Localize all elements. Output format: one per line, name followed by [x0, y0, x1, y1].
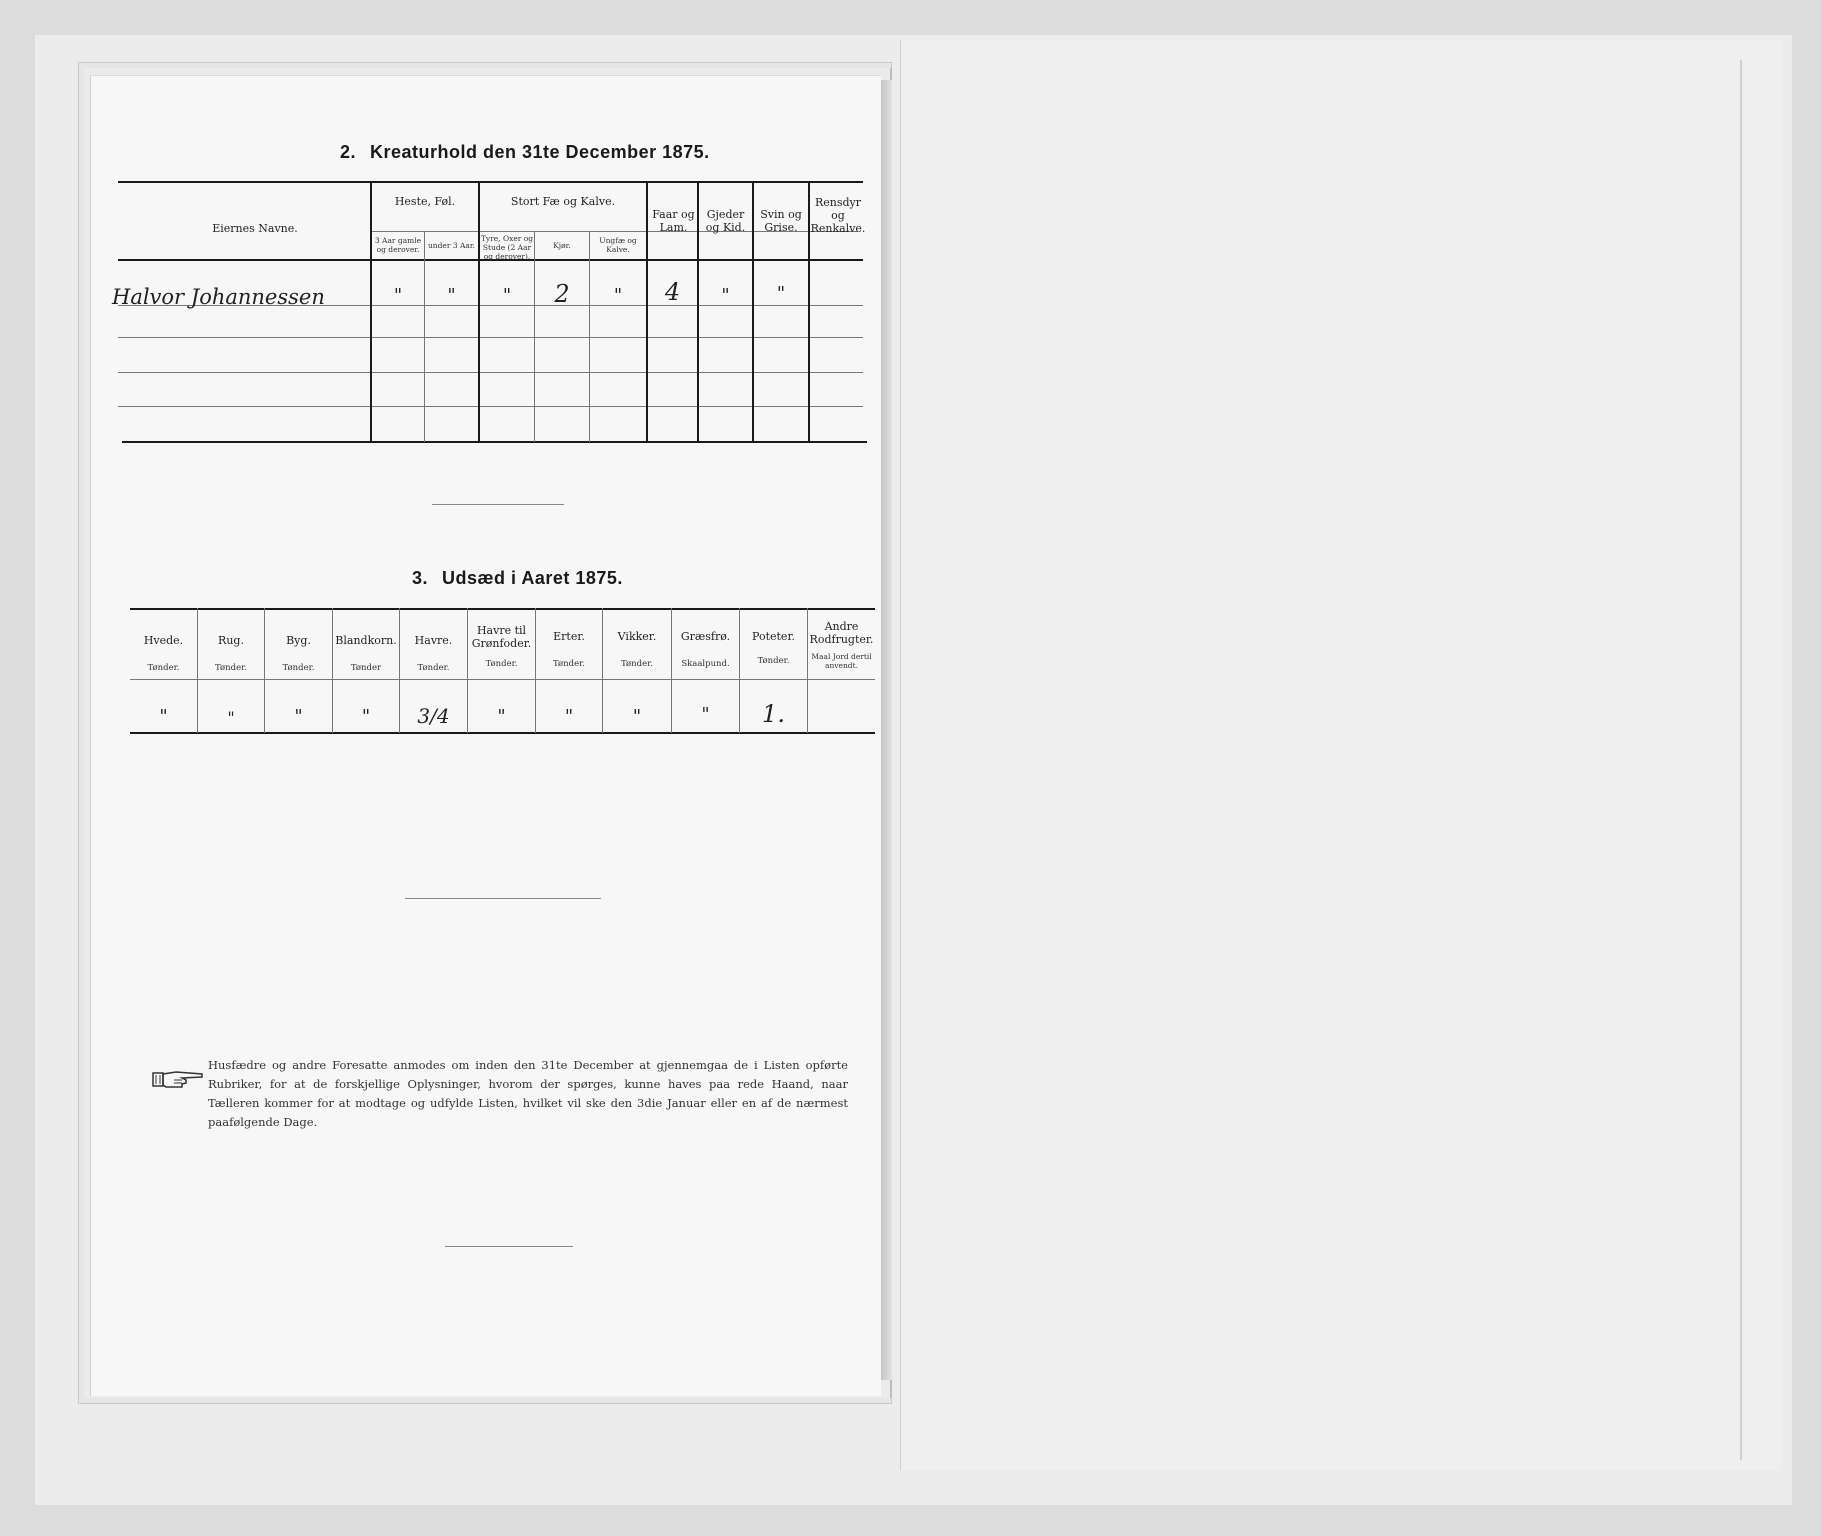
section3-title-text: Udsæd i Aaret 1875. — [442, 568, 623, 588]
section2-title-text: Kreaturhold den 31te December 1875. — [370, 142, 710, 162]
s3-value-hvede: " — [159, 706, 168, 727]
facing-blank-page — [900, 40, 1781, 1470]
s2-header-cattle-cows: Kjør. — [553, 241, 571, 250]
footnote-text: Husfædre og andre Foresatte anmodes om inden den 31te December at gjennemgaa de i Listen opførte Rubriker, for at de forskjellige Oplysninger, hvorom der spørges, kunne haves paa rede Haand, naar Tælleren kommer for at modtage og udfylde Listen, hvilket vil ske den 3die Januar eller en af de nærmest paafølgende Dage. — [208, 1058, 848, 1129]
section3-number: 3. — [412, 568, 429, 588]
s2-header-owner: Eiernes Navne. — [212, 222, 298, 235]
s3-header-havre-gronfoder: Havre til Grønfoder. — [471, 624, 532, 650]
s2-col-divider-3 — [478, 181, 480, 442]
s3-value-byg: " — [294, 706, 303, 727]
s3-header-poteter: Poteter. — [752, 630, 795, 643]
s3-value-rug: " — [227, 708, 235, 727]
s3-unit-vikker: Tønder. — [621, 659, 653, 669]
s3-unit-havre-gronfoder: Tønder. — [485, 659, 518, 669]
facing-page-edge — [1740, 60, 1742, 1460]
section-divider-3 — [445, 1246, 573, 1247]
s2-col-divider-1 — [370, 181, 372, 442]
s3-header-andre-rodfrugter: Andre Rodfrugter. — [809, 620, 874, 646]
s3-bottom-rule — [130, 732, 875, 734]
s2-header-horses-young: under 3 Aar. — [427, 241, 476, 250]
s2-col-divider-4 — [534, 231, 535, 442]
s2-owner-name: Halvor Johannessen — [112, 285, 325, 309]
s3-unit-havre: Tønder. — [417, 663, 450, 673]
s2-col-divider-5 — [589, 231, 590, 442]
s3-header-graesfro: Græsfrø. — [680, 630, 731, 643]
s3-header-blandkorn: Blandkorn. — [335, 634, 397, 647]
s2-value-cattle-bulls: " — [502, 285, 512, 306]
s3-unit-maal-jord: Maal Jord dertil anvendt. — [811, 652, 872, 670]
s3-value-graesfro: " — [701, 704, 710, 725]
s3-unit-graesfro: Skaalpund. — [681, 659, 730, 669]
s3-unit-poteter: Tønder. — [757, 656, 790, 666]
s3-value-erter: " — [564, 706, 574, 727]
section-divider-1 — [432, 504, 564, 505]
s3-value-vikker: " — [632, 706, 642, 727]
s2-header-horses: Heste, Føl. — [394, 195, 456, 208]
s3-header-hvede: Hvede. — [143, 634, 184, 647]
s3-unit-blandkorn: Tønder — [350, 663, 382, 673]
s2-value-horses-young: " — [447, 285, 456, 306]
s3-unit-byg: Tønder. — [282, 663, 315, 673]
s3-value-havre-gronfoder: " — [497, 706, 506, 727]
s3-header-rug: Rug. — [218, 634, 244, 647]
s3-header-bottom-rule — [130, 679, 875, 680]
s3-unit-hvede: Tønder. — [147, 663, 180, 673]
s3-header-erter: Erter. — [553, 630, 585, 643]
s2-header-sheep: Faar og Lam. — [652, 208, 695, 234]
pointing-hand-icon — [152, 1068, 206, 1090]
s2-col-divider-6 — [646, 181, 648, 442]
s2-value-pigs: " — [776, 283, 786, 304]
document-page — [90, 75, 881, 1396]
s2-value-cattle-young: " — [613, 285, 623, 306]
s2-header-cattle-young: Ungfæ og Kalve. — [599, 236, 637, 254]
s3-value-havre: 3/4 — [417, 704, 450, 728]
s2-value-horses-old: " — [393, 285, 403, 306]
s2-header-reindeer: Rensdyr og Renkalve. — [810, 196, 866, 235]
section2-title — [340, 142, 710, 163]
s2-bottom-rule — [122, 441, 867, 443]
s2-header-horses-old: 3 Aar gamle og derover. — [374, 236, 422, 254]
s2-header-cattle-bulls: Tyre, Oxer og Stude (2 Aar og derover). — [480, 234, 534, 261]
s2-header-cattle: Stort Fæ og Kalve. — [510, 195, 616, 208]
s3-header-byg: Byg. — [286, 634, 311, 647]
s2-value-goats: " — [721, 285, 730, 306]
section3-title — [412, 568, 623, 589]
s2-header-pigs: Svin og Grise. — [760, 208, 802, 234]
s3-header-havre: Havre. — [414, 634, 453, 647]
section2-number: 2. — [340, 142, 357, 162]
s3-value-blandkorn: " — [361, 706, 371, 727]
section-divider-2 — [405, 898, 601, 899]
s3-unit-erter: Tønder. — [553, 659, 585, 669]
s2-col-divider-2 — [424, 231, 425, 442]
s2-header-goats: Gjeder og Kid. — [705, 208, 746, 234]
s3-header-vikker: Vikker. — [617, 630, 657, 643]
s3-unit-rug: Tønder. — [215, 663, 247, 673]
s3-value-poteter: 1. — [762, 700, 785, 728]
s2-value-cattle-cows: 2 — [554, 280, 570, 308]
s3-top-rule — [130, 608, 875, 610]
s2-value-sheep: 4 — [664, 278, 681, 306]
